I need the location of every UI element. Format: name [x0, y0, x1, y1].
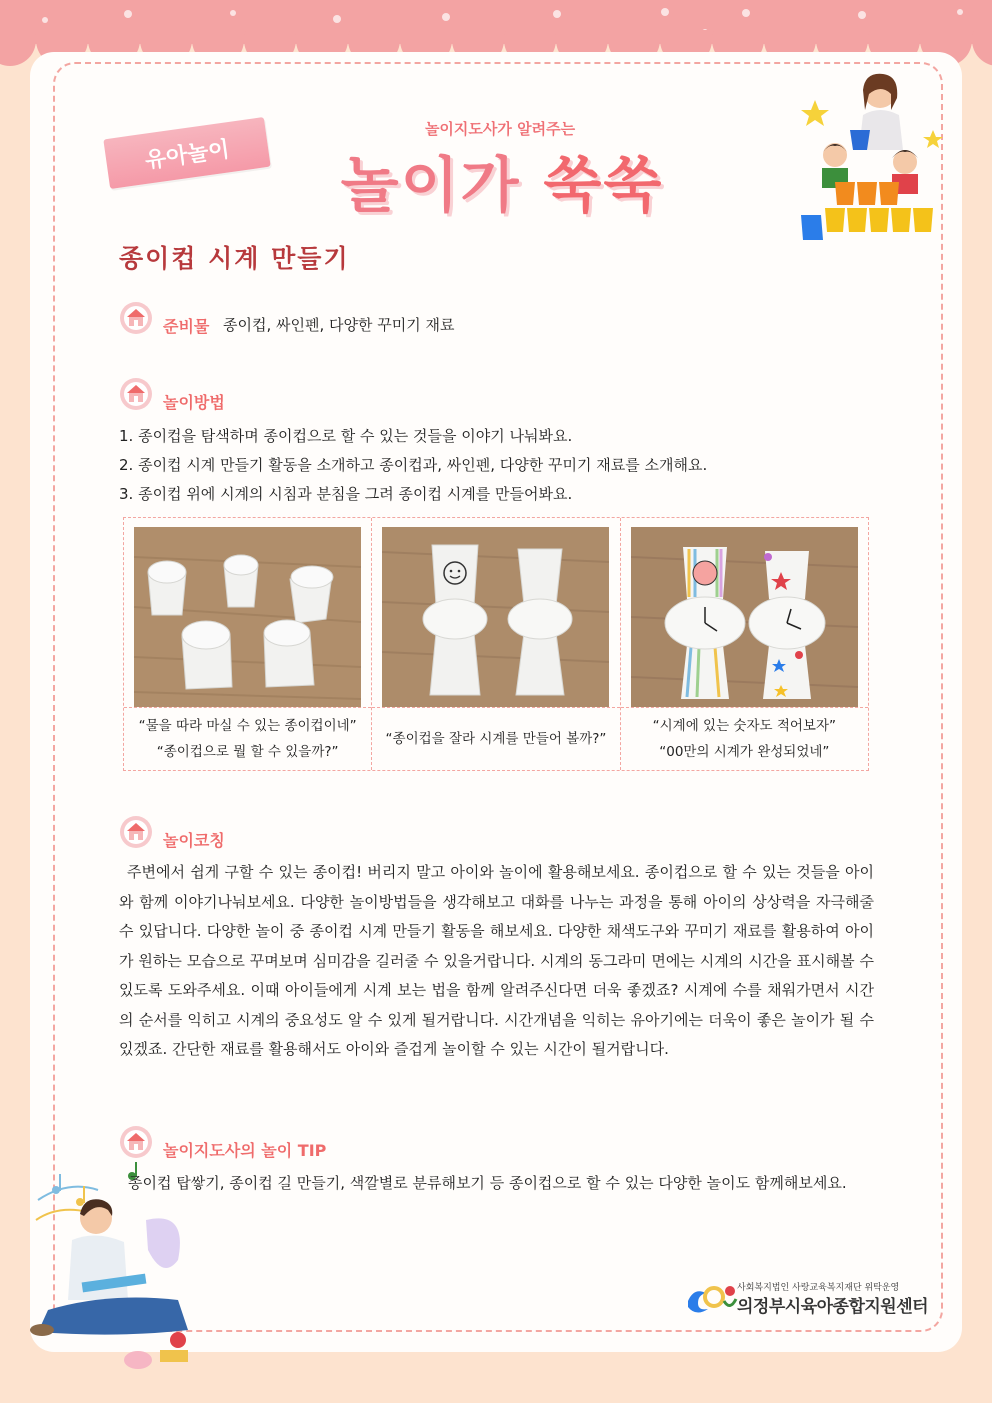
tip-text: 종이컵 탑쌓기, 종이컵 길 만들기, 색깔별로 분류해보기 등 종이컵으로 할 수 있는 다양한 놀이도 함께해보세요.	[128, 1174, 847, 1192]
method-step: 1. 종이컵을 탐색하며 종이컵으로 할 수 있는 것들을 이야기 나눠봐요.	[119, 427, 573, 445]
house-icon	[119, 377, 153, 411]
method-label: 놀이방법	[163, 393, 225, 412]
main-title-part1: 놀이가	[340, 151, 521, 221]
coaching-text	[119, 858, 874, 1065]
photo-table	[123, 517, 869, 771]
page-heading: 종이컵 시계 만들기	[119, 244, 350, 273]
tip-label: 놀이지도사의 놀이 TIP	[163, 1141, 327, 1160]
org-subtitle: 사회복지법인 사랑교육복지재단 위탁운영	[737, 1283, 900, 1293]
prep-label: 준비물	[163, 317, 210, 336]
org-name: 의정부시육아종합지원센터	[737, 1297, 929, 1317]
coaching-paragraph: 주변에서 쉽게 구할 수 있는 종이컵! 버리지 말고 아이와 놀이에 활용해보세요. 종이컵으로 할 수 있는 것들을 아이와 함께 이야기나눠보세요. 다양한 놀이방법들을 생각해보고 대화를 나누는 과정을 통해 아이의 상상력을 자극해줄 수 있답니다. 다양한 놀이 중 종이컵 시계 만들기 활동을 해보세요. 다양한 채색도구와 꾸미기 재료를 활용하여 아이가 원하는 모습으로 꾸며보며 심미감을 길러줄 수 있을거랍니다. 시계의 동그라미 면에는 시계의 시간을 표시해볼 수 있도록 도와주세요. 이때 아이들에게 시계 보는 법을 함께 알려주신다면 더욱 좋겠죠? 시계에 수를 채워가면서 시간의 순서를 익히고 시계의 중요성도 알 수 있게 될거랍니다. 시간개념을 익히는 유아기에는 더욱이 좋은 놀이가 될 수 있겠죠. 간단한 재료를 활용해서도 아이와 즐겁게 놀이할 수 있는 시간이 될거랍니다.	[119, 863, 874, 1058]
main-title-part2: 쑥쑥	[543, 151, 664, 221]
caption-line: “종이컵으로 뭘 할 수 있을까?”	[156, 744, 339, 760]
caption-line: “물을 따라 마실 수 있는 종이컵이네”	[138, 718, 357, 734]
coaching-label: 놀이코칭	[163, 831, 225, 850]
photo-cell-2	[372, 518, 620, 770]
photo-finished-watches	[631, 527, 858, 707]
photo-paper-cups	[134, 527, 361, 707]
method-steps	[119, 422, 707, 509]
kids-stacking-cups-illustration	[795, 70, 945, 245]
method-step: 3. 종이컵 위에 시계의 시침과 분침을 그려 종이컵 시계를 만들어봐요.	[119, 485, 573, 503]
prep-items: 종이컵, 싸인펜, 다양한 꾸미기 재료	[223, 316, 455, 334]
photo-caption-3	[621, 707, 868, 770]
house-icon	[119, 1125, 153, 1159]
method-step: 2. 종이컵 시계 만들기 활동을 소개하고 종이컵과, 싸인펜, 다양한 꾸미기 재료를 소개해요.	[119, 456, 708, 474]
header-subtitle: 놀이지도사가 알려주는	[424, 120, 576, 138]
photo-cell-1	[124, 518, 372, 770]
caption-line: “시계에 있는 숫자도 적어보자”	[652, 718, 836, 734]
photo-cut-cups	[382, 527, 609, 707]
photo-caption-1	[124, 707, 371, 770]
caption-line: “종이컵을 잘라 시계를 만들어 볼까?”	[385, 731, 607, 747]
category-badge: 유아놀이	[103, 117, 270, 189]
caption-line: “00만의 시계가 완성되었네”	[659, 744, 830, 760]
photo-cell-3	[621, 518, 868, 770]
photo-caption-2	[372, 707, 619, 770]
house-icon	[119, 301, 153, 335]
house-icon	[119, 815, 153, 849]
main-title	[332, 138, 672, 224]
